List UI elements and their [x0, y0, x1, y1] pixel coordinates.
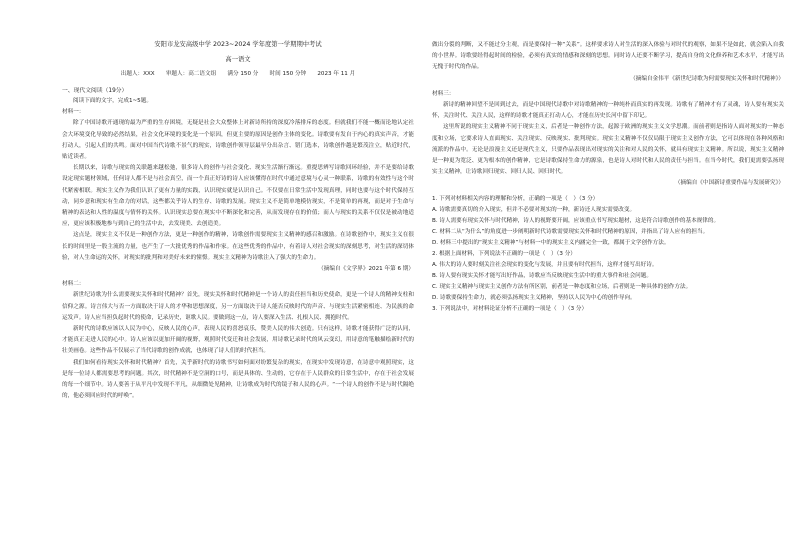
question-1-option-b: B. 诗人需要有现实关怀与时代精神，诗人的视野要开阔，应该重点书写现实题材，这是符合诗歌创作的基本规律的。: [432, 217, 720, 224]
exam-meta: 出题人：XXX 审题人：高二语文组 满分 150 分 时间 150 分钟 2023 年 11 月: [120, 71, 356, 77]
material3-paragraph-1: 新诗的精神回望不是回到过去，而是中国现代诗歌中对诗歌精神的一种纯朴而真实的再发现。诗歌有了精神才有了灵魂，诗人要有现实关怀，关注时代、关注人民，这样的诗歌才能真正打动人心，才能在历史长河中留下印记。: [432, 102, 784, 120]
question-2: 2. 根据上面材料，下列说法不正确的一项是（ ）（3 分）: [432, 250, 576, 257]
question-1-option-c: C. 材料二从“为什么”的角度进一步阐明新时代诗歌需要现实关怀和时代精神的原因，并指出了诗人应有的担当。: [432, 228, 709, 235]
question-2-option-d: D. 诗歌要保持生命力，就必须弘扬现实主义精神，坚持以人民为中心的创作导向。: [432, 294, 636, 301]
material2-paragraph-3: 我们如何看待现实关怀和时代精神？首先，关乎新时代的诗歌书写如何面对纷繁复杂的现实，在现实中发现诗意，在诗意中观照现实，这是每一位诗人都需要思考的问题。其次，时代精神不是空洞的口号，而是具体的、生动的，它存在于人民群众的日常生活中，存在于社会发展的每一个细节中。诗人要善于从平凡中发现不平凡，从细微处见精神，让诗歌成为时代的镜子和人民的心声。“一个诗人的创作不是与时代隔绝的，他必须回应时代的呼唤”。: [62, 359, 414, 400]
material2-continued: 做出分裂的判断，又不能过分主观，而是要保持一种“关系”。这样要求诗人对生活的深入体验与对时代的观察，如果不是如此，就会陷入自我的小世界。诗歌要经得起时间的检验，必须有真实的情感和深刻的思想。同时诗人还要不断学习，提高自身的文化修养和艺术水平，才能写出无愧于时代的作品。: [432, 42, 784, 71]
question-2-option-b: B. 诗人要有现实关怀才能写出好作品，诗歌应当反映现实生活中的重大事件和社会问题。: [432, 272, 652, 279]
material1-source: （摘编自《文学界》2021 年第 6 期）: [318, 266, 414, 273]
material1-paragraph-3: 这点是，现实主义不仅是一种创作方法，更是一种创作的精神，诗歌创作需要现实主义精神的感召和激励。在诗歌创作中，现实主义在很长的时间里是一股主流的力量，也产生了一大批优秀的作品和作家。在这些优秀的作品中，有着诗人对社会现实的深刻思考，对生活的深切体验，对人生命运的关怀，对现实的批判和对美好未来的憧憬。现实主义精神为诗歌注入了强大的生命力。: [62, 232, 414, 261]
question-1-option-d: D. 材料三中提出的“现实主义精神”与材料一中的现实主义内涵完全一致，都属于文学创作方法。: [432, 239, 670, 246]
grade-title: 高一语文: [225, 56, 251, 63]
material3-label: 材料三：: [432, 90, 455, 97]
question-2-option-a: A. 伟大的诗人要时刻关注社会现实的变化与发展，并且要有时代担当，这样才能写出好诗。: [432, 261, 658, 268]
right-column: [432, 0, 784, 550]
section-heading: 一、现代文阅读（19分）: [62, 88, 128, 94]
question-2-option-c: C. 现实主义精神与现实主义创作方法有所区别，前者是一种态度和立场，后者则是一种具体的创作方法。: [432, 283, 692, 290]
material2-paragraph-1: 新世纪诗歌为什么需要现实关怀和时代精神？首先，现实关怀和时代精神是一个诗人的责任担当和历史使命，更是一个诗人的精神支柱和信仰之源。诗言伟大与否一方面取决于诗人的才华和思想深度，另一方面取决于诗人能否反映时代的声音、与现实生活紧密相连、为民族的命运发声。诗人应当担负起时代的使命，记录历史，讴歌人民。要做到这一点，诗人要深入生活、扎根人民、拥抱时代。: [62, 292, 414, 321]
left-column: [62, 0, 414, 550]
question-1-option-a: A. 诗歌需要真切的介入现实，但并不必要对现实的一种，新诗还人现实需要改变。: [432, 206, 636, 213]
material1-label: 材料一：: [62, 109, 85, 116]
material2-source: （摘编自金伟平《新世纪诗歌为何需要现实关怀和时代精神》）: [630, 75, 784, 82]
school-title: 安阳市龙安高级中学 2023~2024 学年度第一学期期中考试: [154, 41, 322, 48]
material1-paragraph-1: 除了中国诗歌开通现的最为严重的生存困境，无疑是社会大众整体上对新诗所持的深度冷落排斥的态度。但就我们不能一概而论地认定社会大环境变化导致的必然结果，社会文化环境的变化是一个原因，但更主要的原因是创作主体的变化。诗歌要有发自于内心的真实声音，才能打动人，引起人们的共鸣。面对中国当代诗歌不景气的现实，诗歌创作领导层最早分出杂言、错门选本，诗歌创作越是繁茂注立，贴近时代，贴近读者。: [62, 120, 414, 161]
question-1: 1. 下列对材料相关内容的理解和分析，正确的一项是（ ）（3 分）: [432, 195, 599, 202]
material3-paragraph-2: 这里所说的现实主义精神不同于现实主义，后者是一种创作方法，起源于欧洲的现实主义文学思潮。而前者则是指诗人面对现实的一种态度和立场，它要求诗人直面现实、关注现实、反映现实、批判现实。现实主义精神不仅仅局限于现实主义创作方法，它可以体现在各种风格和流派的作品中。无论是浪漫主义还是现代主义，只要作品表现出对现实的关注和对人民的关怀，就具有现实主义精神。所以说，现实主义精神是一种更为宽泛、更为根本的创作精神，它是诗歌保持生命力的源泉，也是诗人对时代和人民的责任与担当。在当今时代，我们更需要弘扬现实主义精神，让诗歌回归现实、回归人民、回归时代。: [432, 124, 784, 176]
question-3: 3. 下列说法中，对材料论证分析不正确的一项是（ ）（3 分）: [432, 305, 588, 312]
material2-paragraph-2: 新时代的诗歌应该以人民为中心，反映人民的心声，表现人民的喜怒哀乐，赞美人民的伟大创造。只有这样，诗歌才能获得广泛的认同，才能真正走进人民的心中。诗人应该以更加开阔的视野，观照时代变迁和社会发展，用诗歌记录时代的风云变幻，用诗意的笔触描绘新时代的壮美画卷。这些作品不仅展示了当代诗歌的创作成就，也体现了诗人们的时代担当。: [62, 326, 414, 355]
reading-instruction: 阅读下面的文字，完成1~5题。: [73, 98, 152, 104]
material3-source: （摘编自《中国新诗重要作品与发展研究》）: [674, 180, 784, 187]
material2-label: 材料二：: [62, 281, 85, 288]
material1-paragraph-2: 长期以来，诗歌与现实的关联越来越松弛，很多诗人的创作与社会变化、现实生活渐行渐远。重提思辨写诗歌回环经验，并不是要给诗歌设定现实题材领域，任何诗人都不是与社会真空，而一个真正好诗的诗人应该懂得在时代中通过意境与心灵一种联系，诗歌的有效性与这个时代紧密相联。现实主义作为我们认识了更有力量的实践，认识现实就是认识自己。不仅要在日常生活中发现真理，同时也要与这个时代保持互动，同乡意和现实有生命力的对话，这些都关乎诗人的生存、诗歌的发展。现实主义不是简单地模仿现实，不是简单的再现，而是对于生命与精神的表达和人性的温度与情怀的关怀。认识现实总要在现实中不断深化和完善，从而发现存在的价值；而人与现实的关系不仅仅是被动地适应，更应该积极地参与到自己的生活中去，去发现美、去创造美。: [62, 165, 414, 228]
